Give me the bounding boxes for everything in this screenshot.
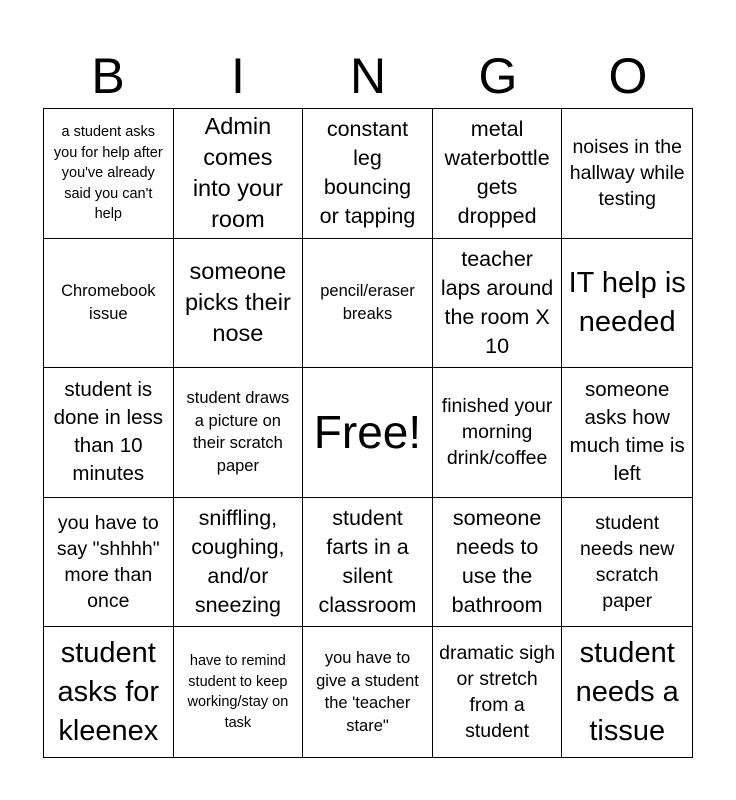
bingo-cell-g1[interactable]	[433, 109, 563, 239]
cell-text: someone needs to use the bathroom	[451, 506, 543, 618]
header-letter-i: I	[231, 48, 245, 104]
bingo-cell-g3[interactable]	[433, 368, 563, 498]
bingo-cell-g5[interactable]	[433, 627, 563, 757]
cell-text: student asks for kleenex	[57, 636, 160, 747]
cell-text: constant leg bouncing or tapping	[319, 117, 416, 229]
bingo-cell-o5[interactable]	[562, 627, 692, 757]
cell-text: you have to give a student the 'teacher stare"	[316, 649, 419, 735]
cell-text: sniffling, coughing, and/or sneezing	[191, 506, 285, 618]
bingo-cell-g4[interactable]	[433, 498, 563, 628]
cell-text: Admin comes into your room	[192, 113, 283, 233]
bingo-header	[43, 44, 693, 108]
cell-text: IT help is needed	[568, 266, 686, 338]
cell-text: student farts in a silent classroom	[318, 506, 417, 618]
bingo-cell-o1[interactable]	[562, 109, 692, 239]
cell-text: teacher laps around the room X 10	[440, 246, 554, 358]
bingo-cell-i4[interactable]	[174, 498, 304, 628]
bingo-cell-b2[interactable]	[44, 239, 174, 369]
free-space-text: Free!	[313, 406, 422, 459]
cell-text: someone picks their nose	[184, 258, 291, 347]
cell-text: dramatic sigh or stretch from a student	[439, 642, 556, 743]
cell-text: a student asks you for help after you've already said you can't help	[53, 124, 163, 223]
bingo-cell-b5[interactable]	[44, 627, 174, 757]
bingo-cell-n1[interactable]	[303, 109, 433, 239]
bingo-board	[43, 108, 693, 758]
cell-text: have to remind student to keep working/stay on task	[187, 653, 289, 731]
cell-text: metal waterbottle gets dropped	[444, 117, 550, 229]
bingo-cell-free[interactable]	[303, 368, 433, 498]
bingo-cell-b1[interactable]	[44, 109, 174, 239]
bingo-cell-g2[interactable]	[433, 239, 563, 369]
bingo-cell-o3[interactable]	[562, 368, 692, 498]
bingo-cell-o4[interactable]	[562, 498, 692, 628]
header-letter-g: G	[478, 48, 518, 104]
cell-text: student needs new scratch paper	[580, 512, 675, 613]
cell-text: student needs a tissue	[575, 636, 679, 747]
cell-text: student is done in less than 10 minutes	[53, 378, 163, 486]
cell-text: pencil/eraser breaks	[320, 282, 415, 323]
header-letter-n: N	[349, 48, 387, 104]
cell-text: finished your morning drink/coffee	[441, 395, 553, 470]
bingo-cell-b4[interactable]	[44, 498, 174, 628]
bingo-cell-i1[interactable]	[174, 109, 304, 239]
cell-text: someone asks how much time is left	[569, 378, 685, 486]
bingo-cell-n5[interactable]	[303, 627, 433, 757]
bingo-cell-n2[interactable]	[303, 239, 433, 369]
header-letter-o: O	[608, 48, 648, 104]
bingo-cell-i5[interactable]	[174, 627, 304, 757]
bingo-cell-b3[interactable]	[44, 368, 174, 498]
bingo-cell-i2[interactable]	[174, 239, 304, 369]
bingo-cell-o2[interactable]	[562, 239, 692, 369]
cell-text: Chromebook issue	[61, 282, 156, 323]
bingo-cell-i3[interactable]	[174, 368, 304, 498]
cell-text: noises in the hallway while testing	[569, 136, 685, 211]
cell-text: student draws a picture on their scratch paper	[186, 389, 290, 475]
header-letter-b: B	[91, 48, 125, 104]
cell-text: you have to say "shhhh" more than once	[56, 512, 160, 613]
bingo-cell-n4[interactable]	[303, 498, 433, 628]
